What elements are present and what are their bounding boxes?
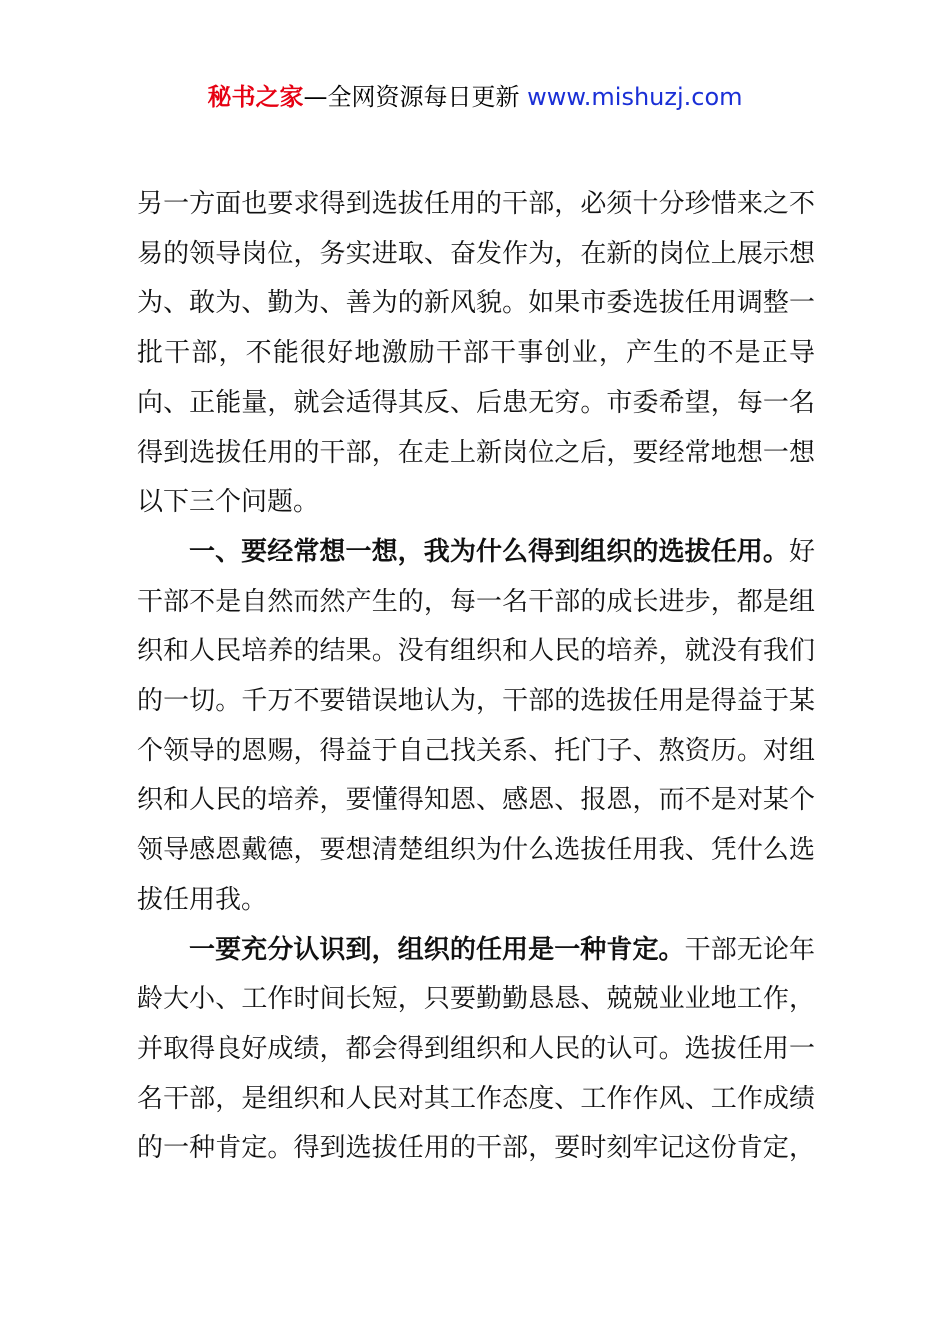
text-line: 另一方面也要求得到选拔任用的干部，必须十分珍惜来之不 (137, 189, 815, 219)
text-line: 拔任用我。 (137, 884, 268, 915)
paragraph-intro (137, 180, 815, 528)
text-line-lead (137, 528, 815, 578)
document-body (137, 180, 815, 1174)
header-tagline: —全网资源每日更新 (303, 83, 520, 111)
text-line: 得到选拔任用的干部，在走上新岗位之后，要经常地想一想 (137, 437, 815, 468)
text-line: 龄大小、工作时间长短，只要勤勤恳恳、兢兢业业地工作， (137, 984, 815, 1015)
text-line: 领导感恩戴德，要想清楚组织为什么选拔任用我、凭什么选 (137, 835, 815, 866)
text-line-lead (137, 926, 815, 976)
text-line: 个领导的恩赐，得益于自己找关系、托门子、熬资历。对组 (137, 735, 815, 766)
text-line: 批干部，不能很好地激励干部干事创业，产生的不是正导 (137, 338, 815, 369)
header-site-link[interactable]: www.mishuzj.com (527, 83, 743, 111)
header-brand: 秘书之家 (207, 83, 304, 111)
text-line: 织和人民培养的结果。没有组织和人民的培养，就没有我们 (137, 636, 815, 667)
point-heading: 一要充分认识到，组织的任用是一种肯定。 (189, 934, 685, 965)
lead-continuation: 干部无论年 (684, 934, 815, 965)
text-line: 并取得良好成绩，都会得到组织和人民的认可。选拔任用一 (137, 1033, 815, 1064)
text-line: 易的领导岗位，务实进取、奋发作为，在新的岗位上展示想 (137, 238, 815, 269)
text-line: 名干部，是组织和人民对其工作态度、工作作风、工作成绩 (137, 1083, 815, 1114)
text-line: 织和人民的培养，要懂得知恩、感恩、报恩，而不是对某个 (137, 785, 815, 816)
text-line: 的一种肯定。得到选拔任用的干部，要时刻牢记这份肯定， (137, 1133, 815, 1164)
text-line: 以下三个问题。 (137, 487, 320, 518)
section-heading: 一、要经常想一想，我为什么得到组织的选拔任用。 (189, 536, 789, 567)
text-line: 干部不是自然而然产生的，每一名干部的成长进步，都是组 (137, 586, 815, 617)
page-header (0, 80, 950, 114)
text-line: 的一切。千万不要错误地认为，干部的选拔任用是得益于某 (137, 686, 815, 717)
text-line: 为、敢为、勤为、善为的新风貌。如果市委选拔任用调整一 (137, 288, 815, 319)
text-line: 向、正能量，就会适得其反、后患无穷。市委希望，每一名 (137, 387, 815, 418)
paragraph-point-one (137, 926, 815, 1175)
paragraph-section-one (137, 528, 815, 926)
lead-continuation: 好 (788, 536, 815, 567)
